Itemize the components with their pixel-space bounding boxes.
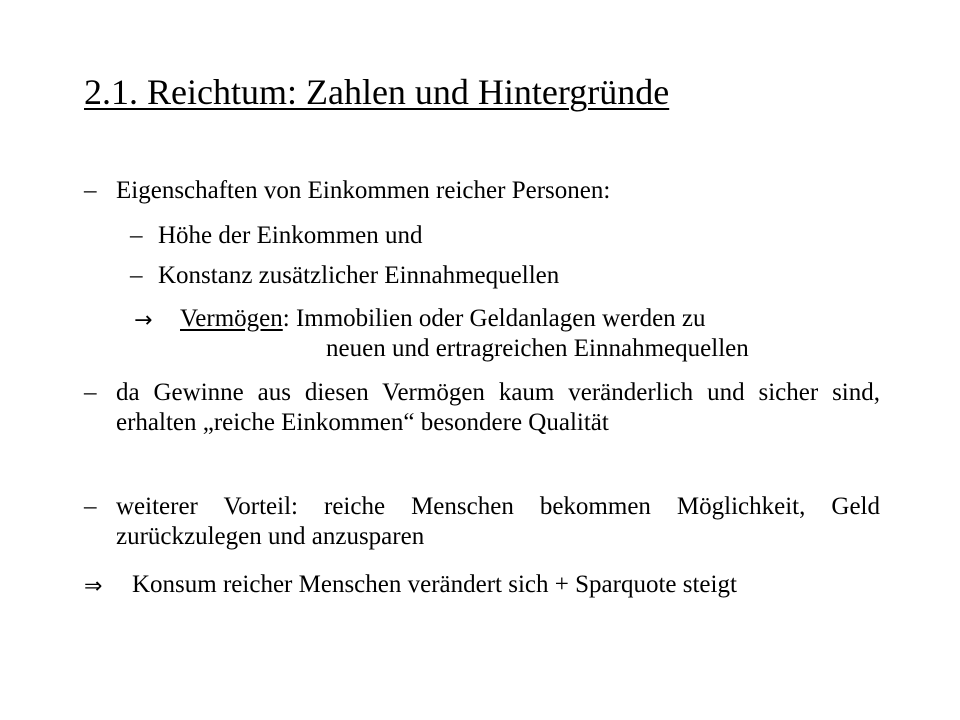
- bullet-item-eigenschaften: [84, 176, 880, 206]
- bullet-text: da Gewinne aus diesen Vermögen kaum veränderlich und sicher sind, erhalten „reiche Einkommen“ besondere Qualität: [116, 379, 880, 436]
- conclusion-item: [84, 570, 880, 600]
- sub-item-text: Konstanz zusätzlicher Einnahmequellen: [158, 262, 560, 289]
- dash-bullet: –: [84, 493, 97, 520]
- vermoegen-text: : Immobilien oder Geldanlagen werden zu: [282, 305, 706, 332]
- dash-bullet: –: [84, 379, 97, 406]
- vermoegen-line-1: [180, 304, 880, 334]
- sub-item-hoehe: [130, 221, 880, 251]
- conclusion-text: Konsum reicher Menschen verändert sich + Sparquote steigt: [132, 571, 737, 598]
- dash-bullet: –: [130, 222, 143, 249]
- bullet-text: weiterer Vorteil: reiche Menschen bekommen Möglichkeit, Geld zurückzulegen und anzusparen: [116, 493, 880, 550]
- slide-title: 2.1. Reichtum: Zahlen und Hintergründe: [84, 72, 670, 112]
- bullet-item-vorteil: [84, 492, 880, 552]
- dash-bullet: –: [84, 177, 97, 204]
- vermoegen-item: [130, 304, 880, 364]
- sub-item-konstanz: [130, 261, 880, 291]
- vermoegen-line-2: neuen und ertragreichen Einnahmequellen: [326, 335, 749, 362]
- double-right-arrow-icon: ⇒: [84, 574, 103, 599]
- dash-bullet: –: [130, 262, 143, 289]
- vermoegen-label: Vermögen: [180, 305, 283, 332]
- right-arrow-icon: →: [134, 308, 153, 333]
- bullet-item-gewinne: [84, 378, 880, 438]
- bullet-text: Eigenschaften von Einkommen reicher Personen:: [116, 177, 611, 204]
- sub-item-text: Höhe der Einkommen und: [158, 222, 423, 249]
